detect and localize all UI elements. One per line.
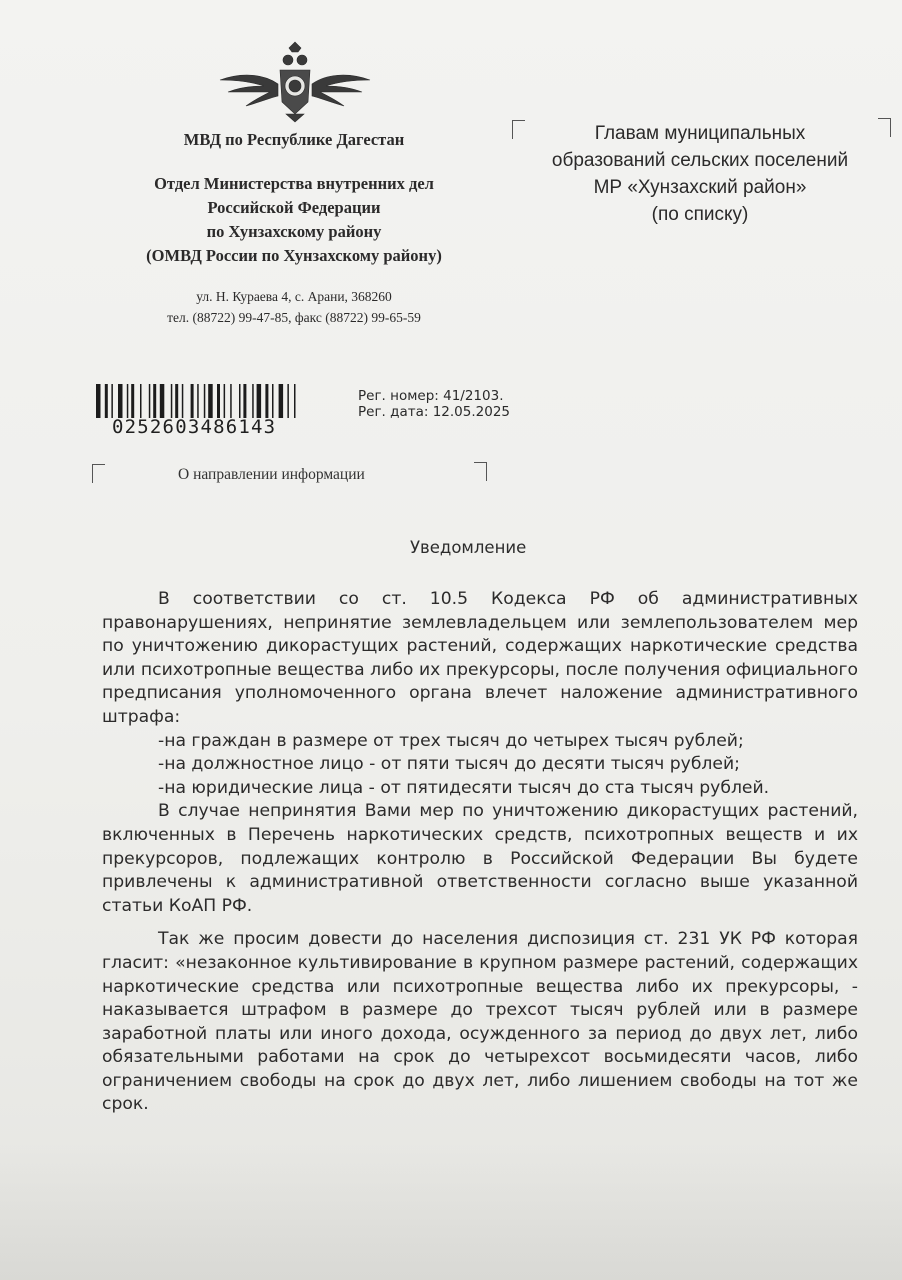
addressee-line: МР «Хунзахский район» [593,177,807,198]
barcode-bar [257,384,262,418]
registration-number: Рег. номер: 41/2103. [358,388,504,404]
barcode-bar [191,384,194,418]
barcode-bar [252,384,254,418]
addressee-line: образований сельских поселений [551,150,849,171]
barcode-bar [140,384,142,418]
barcode-number: 0252603486143 [112,416,277,438]
mvd-emblem-icon [216,40,374,124]
barcode-bar [118,384,123,418]
addressee-corner-mark [512,120,525,139]
barcode-bar [105,384,108,418]
body-paragraph: Так же просим довести до населения диспозиция ст. 231 УК РФ которая гласит: «незаконное культивирование в крупном размере растений, содержащих наркотические средства или психотропные вещества либо их прекурсоры, - наказывается штрафом в размере до трехсот тысяч рублей или в размере заработной платы или иного дохода, осужденного за период до двух лет, либо обязательными работами на срок до четырехсот восьмидесяти часов, либо ограничением свободы на срок до двух лет, либо лишением свободы на тот же срок. [102,929,858,1115]
barcode-bar [204,384,206,418]
subject-line: О направлении информации [178,466,365,483]
barcode-bar [208,384,213,418]
barcode-bar [171,384,173,418]
barcode-bar [224,384,226,418]
sender-address [98,286,490,328]
barcode-bar [153,384,156,418]
document-title: Уведомление [410,538,527,557]
fine-item: -на должностное лицо - от пяти тысяч до десяти тысяч рублей; [158,754,740,775]
barcode-bar [160,384,165,418]
subject-corner-mark [92,464,105,483]
fine-item: -на юридические лица - от пятидесяти тысяч до ста тысяч рублей. [158,777,770,798]
barcode-bar [182,384,184,418]
registration-date: Рег. дата: 12.05.2025 [358,404,511,420]
barcode-bar [265,384,268,418]
barcode-bar [239,384,241,418]
ministry-name: МВД по Республике Дагестан [183,130,405,149]
subject-corner-mark [474,462,487,481]
barcode-bar [272,384,274,418]
barcode-bar [287,384,289,418]
registration-info [358,388,578,420]
department-line: (ОМВД России по Хунзахскому району) [146,246,442,265]
barcode-bar [230,384,232,418]
barcode-bar [96,384,101,418]
address-line: ул. Н. Кураева 4, с. Арани, 368260 [196,289,392,304]
page-shadow [0,1140,902,1280]
barcode-bar [294,384,296,418]
addressee-corner-mark [878,118,891,137]
barcode-bar [197,384,199,418]
body-paragraph: В случае непринятия Вами мер по уничтожению дикорастущих растений, включенных в Перечень наркотических средств, психотропных веществ и их прекурсоров, подлежащих контролю в Российской Федерации Вы будете привлечены к административной ответственности согласно выше указанной статьи КоАП РФ. [102,801,858,916]
sender-block [98,128,490,268]
department-line: Российской Федерации [207,198,381,217]
department-line: Отдел Министерства внутренних дел [154,174,434,193]
addressee-line: (по списку) [651,204,749,225]
barcode-bar [279,384,284,418]
addressee-block [530,120,870,228]
barcode-bar [131,384,134,418]
department-line: по Хунзахскому району [206,222,382,241]
barcode-bar [127,384,129,418]
barcode [96,384,350,418]
phone-line: тел. (88722) 99-47-85, факс (88722) 99-65-59 [167,310,421,325]
fine-item: -на граждан в размере от трех тысяч до четырех тысяч рублей; [158,730,744,751]
barcode-bar [243,384,246,418]
barcode-bar [149,384,151,418]
barcode-bar [175,384,178,418]
addressee-line: Главам муниципальных [594,123,806,144]
barcode-bar [217,384,220,418]
document-body [102,588,858,1117]
body-paragraph: В соответствии со ст. 10.5 Кодекса РФ об административных правонарушениях, непринятие землевладельцем или землепользователем мер по уничтожению дикорастущих растений, содержащих наркотические средства или психотропные вещества либо их прекурсоры, после получения официального предписания уполномоченного органа влечет наложение административного штрафа: [102,589,858,727]
barcode-bar [111,384,113,418]
